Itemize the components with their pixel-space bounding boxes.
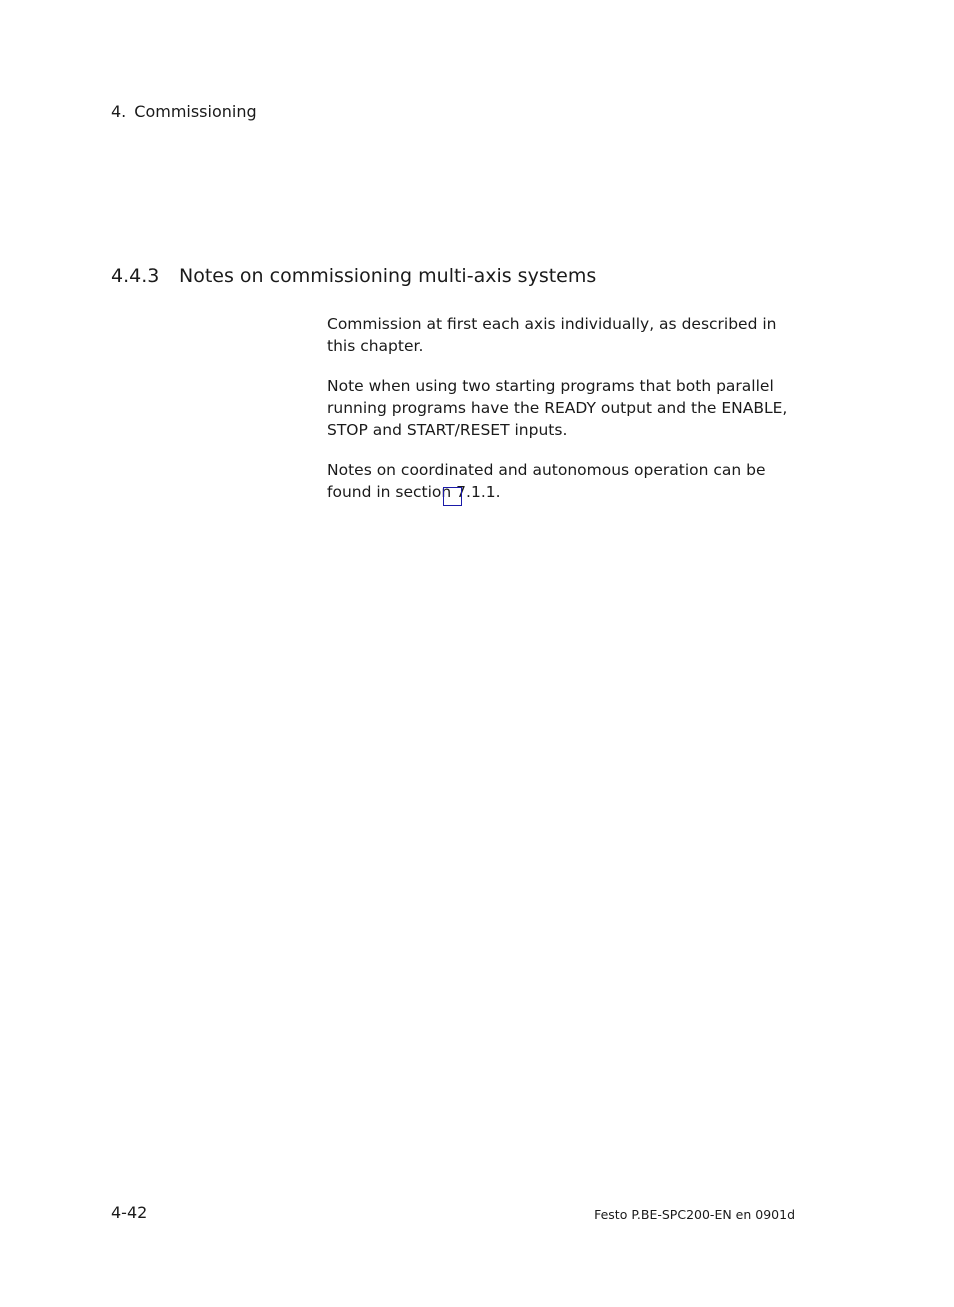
section-heading (111, 263, 596, 289)
section-title: Notes on commissioning multi-axis systems (179, 265, 597, 287)
running-header (111, 101, 257, 123)
body-text (327, 313, 807, 521)
section-link[interactable]: 7.1.1 (456, 483, 496, 501)
paragraph-3-text: Notes on coordinated and autonomous operation can be found in section (327, 461, 766, 501)
chapter-title: Commissioning (134, 102, 257, 121)
paragraph-3 (327, 459, 807, 503)
paragraph-2: Note when using two starting programs that both parallel running programs have the READY output and the ENABLE, STOP and START/RESET inputs. (327, 377, 788, 439)
link-highlight-box[interactable] (443, 487, 462, 506)
footer-document-id: Festo P.BE-SPC200-EN en 0901d (594, 1207, 795, 1222)
paragraph-3-end: . (495, 483, 501, 501)
paragraph-1: Commission at first each axis individually, as described in this chapter. (327, 315, 777, 355)
chapter-number: 4. (111, 102, 127, 121)
section-number: 4.4.3 (111, 265, 160, 287)
footer-page-number: 4-42 (111, 1203, 148, 1222)
